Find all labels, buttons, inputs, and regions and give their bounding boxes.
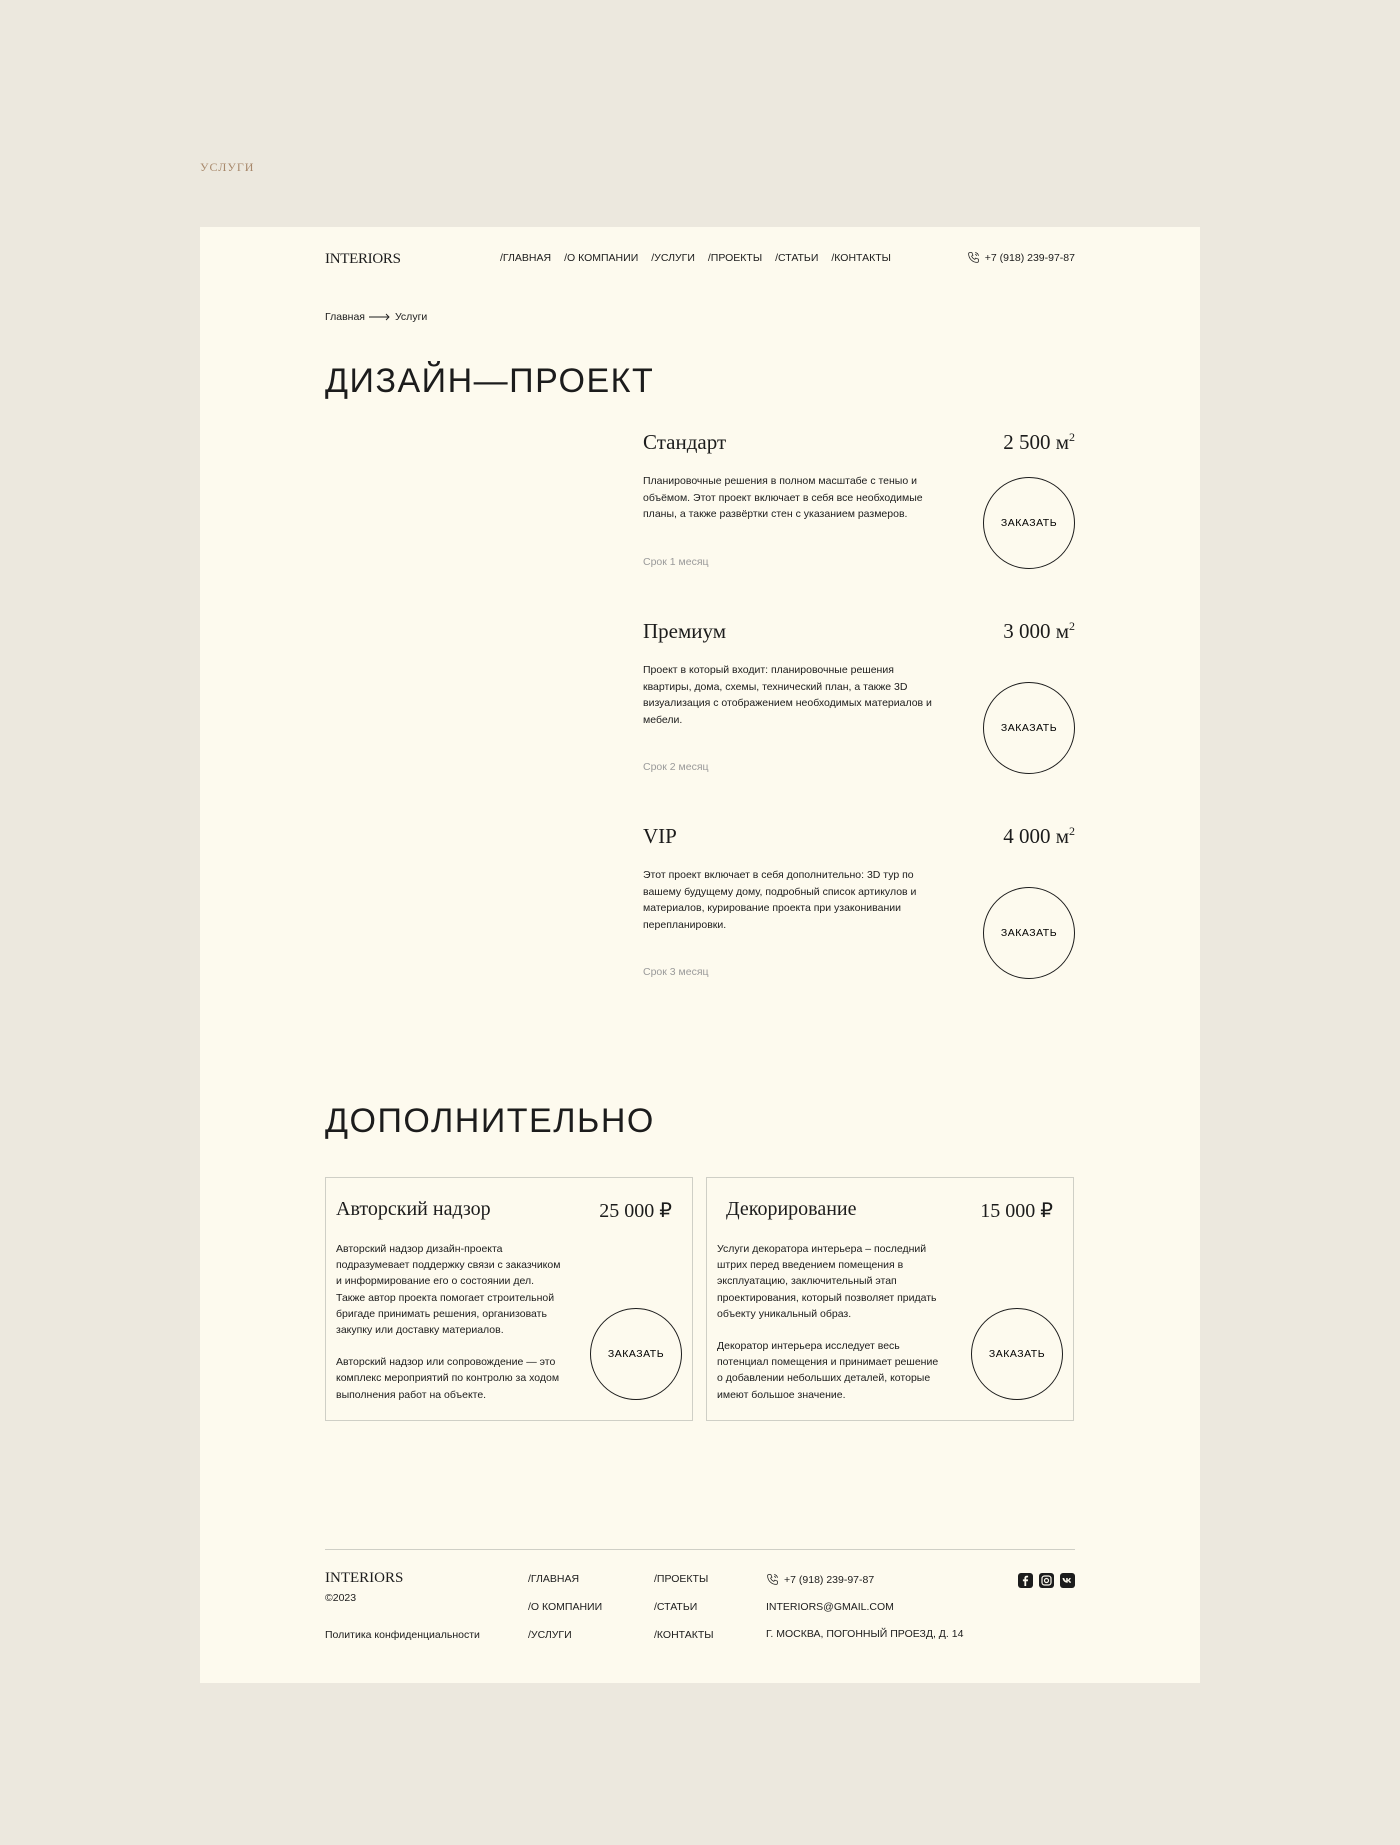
breadcrumb [325,311,427,323]
order-button[interactable]: ЗАКАЗАТЬ [983,887,1075,979]
design-title: ДИЗАЙН—ПРОЕКТ [325,362,655,400]
instagram-icon[interactable] [1039,1573,1054,1588]
breadcrumb-home[interactable]: Главная [325,311,365,323]
page [200,227,1200,1683]
plan-term: Срок 1 месяц [643,556,709,568]
order-button[interactable]: ЗАКАЗАТЬ [983,682,1075,774]
privacy-policy-link[interactable]: Политика конфиденциальности [325,1629,480,1641]
plan-standard [643,430,1075,570]
vk-icon[interactable] [1060,1573,1075,1588]
footer-nav-projects[interactable]: /ПРОЕКТЫ [654,1573,709,1585]
card-price: 15 000 ₽ [980,1200,1053,1222]
plan-name: Стандарт [643,430,727,454]
footer-nav-contacts[interactable]: /КОНТАКТЫ [654,1629,714,1641]
plan-description: Этот проект включает в себя дополнительно: 3D тур по вашему будущему дому, подробный список артикулов и материалов, курирование проекта при узаконивании перепланировки. [643,869,917,931]
nav-services[interactable]: /УСЛУГИ [651,252,695,264]
plan-name: Премиум [643,619,727,643]
nav-articles[interactable]: /СТАТЬИ [775,252,819,264]
footer-nav-col-2 [654,1573,714,1641]
footer-copyright: ©2023 [325,1592,357,1604]
header-phone[interactable] [967,251,1075,264]
plan-price: 4 000 $м^2$ [1003,824,1075,848]
order-button[interactable]: ЗАКАЗАТЬ [983,477,1075,569]
card-price: 25 000 ₽ [599,1200,672,1222]
plan-term: Срок 3 месяц [643,966,709,978]
plan-description: Проект в который входит: планировочные решения квартиры, дома, схемы, технический план, а также 3D визуализация с отображением необходимых материалов и мебели. [643,664,932,726]
footer-phone[interactable]: +7 (918) 239-97-87 [766,1573,963,1586]
footer-address: Г. МОСКВА, ПОГОННЫЙ ПРОЕЗД, Д. 14 [766,1628,964,1640]
footer-logo[interactable]: INTERIORS [325,1570,404,1586]
footer-nav-articles[interactable]: /СТАТЬИ [654,1601,698,1613]
social-links [1018,1573,1075,1588]
order-button[interactable]: ЗАКАЗАТЬ [971,1308,1063,1400]
breadcrumb-current: Услуги [394,311,428,323]
facebook-icon[interactable] [1018,1573,1033,1588]
frame-label: УСЛУГИ [200,160,255,174]
footer-nav-about[interactable]: /О КОМПАНИИ [528,1601,603,1613]
plan-price: 2 500 $м^2$ [1003,430,1075,454]
extra-card-supervision [325,1177,693,1421]
footer-nav-services[interactable]: /УСЛУГИ [528,1629,572,1641]
arrow-right-icon [369,313,391,321]
card-description: Авторский надзор дизайн-проекта подразумевает поддержку связи с заказчиком и информирование его о состоянии дел. Также автор проекта помогает строительной бригаде принимать решения, организовать закупку или доставку материалов. Авторский надзор или сопровождение — это комплекс мероприятий по контролю за ходом выполнения работ на объекте. [336,1243,561,1401]
nav-about[interactable]: /О КОМПАНИИ [564,252,639,264]
plan-term: Срок 2 месяц [643,761,709,773]
card-description: Услуги декоратора интерьера – последний штрих перед введением помещения в эксплуатацию, заключительный этап проектирования, который позволяет придать объекту уникальный образ. Декоратор интерьера исследует весь потенциал помещения и принимает решение о добавлении небольших деталей, которые имеют большое значение. [717,1243,939,1401]
footer-email[interactable]: INTERIORS@GMAIL.COM [766,1601,894,1613]
card-name: Авторский надзор [336,1198,491,1220]
footer-nav-col-1 [528,1573,602,1641]
card-name: Декорирование [726,1198,857,1220]
logo[interactable]: INTERIORS [325,251,401,267]
nav-projects[interactable]: /ПРОЕКТЫ [707,252,763,264]
plan-name: VIP [643,824,677,848]
plan-premium [643,619,1075,779]
order-button[interactable]: ЗАКАЗАТЬ [590,1308,682,1400]
extra-title: ДОПОЛНИТЕЛЬНО [325,1102,655,1140]
nav-contacts[interactable]: /КОНТАКТЫ [831,252,891,264]
footer-contacts [766,1573,963,1640]
header-phone-number: +7 (918) 239-97-87 [984,251,1075,264]
footer-nav-home[interactable]: /ГЛАВНАЯ [528,1573,580,1585]
extra-card-decoration [706,1177,1074,1421]
plan-description: Планировочные решения в полном масштабе с теныо и объёмом. Этот проект включает в себя все необходимые планы, а также развёртки стен с указанием размеров. [643,475,923,520]
main-nav [500,252,891,264]
footer-divider [325,1549,1075,1550]
nav-home[interactable]: /ГЛАВНАЯ [500,252,552,264]
phone-icon [766,1573,779,1586]
plan-vip [643,824,1075,984]
plan-price: 3 000 $м^2$ [1003,619,1075,643]
phone-icon [967,251,980,264]
